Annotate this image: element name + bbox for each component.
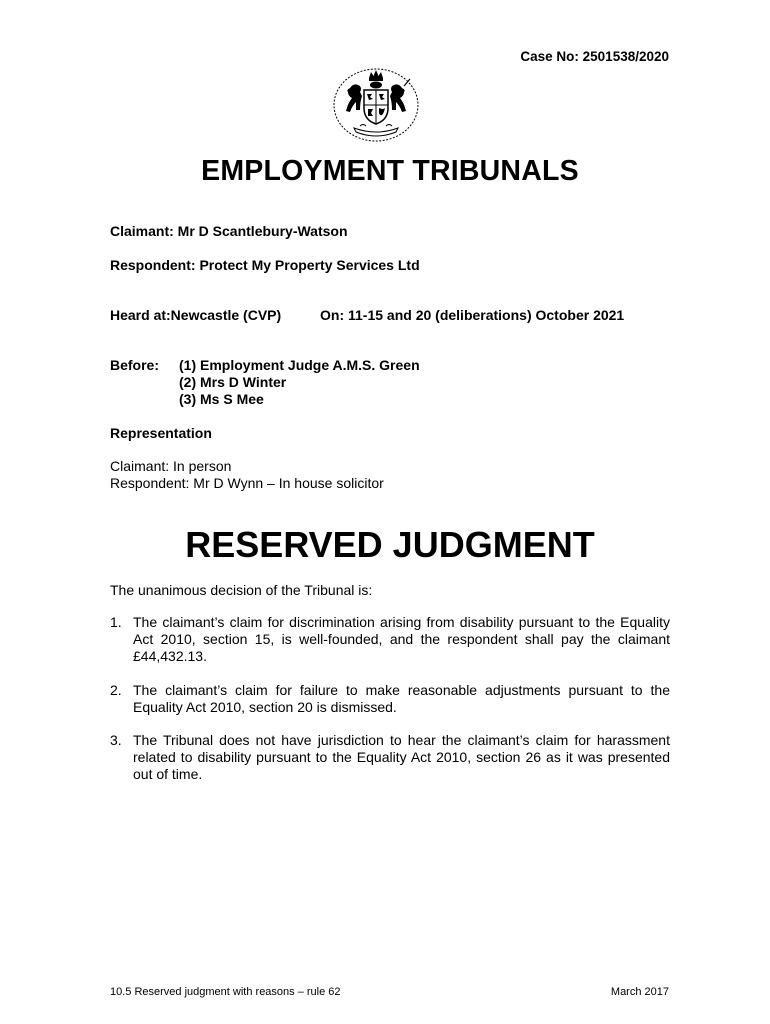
footer-form-reference: 10.5 Reserved judgment with reasons – rule 62 xyxy=(110,986,341,998)
claimant-representation: Claimant: In person xyxy=(110,458,232,474)
decision-item xyxy=(110,614,670,665)
respondent-representation: Respondent: Mr D Wynn – In house solicitor xyxy=(110,475,384,491)
panel-member: (1) Employment Judge A.M.S. Green xyxy=(179,357,420,373)
decision-number: 2. xyxy=(110,682,122,698)
case-number: Case No: 2501538/2020 xyxy=(520,49,669,64)
claimant-name: Claimant: Mr D Scantlebury-Watson xyxy=(110,223,348,239)
decision-text: The claimant’s claim for discrimination arising from disability pursuant to the Equality Act 2010, section 15, is well-founded, and the respondent shall pay the claimant £44,432.13. xyxy=(133,614,670,664)
decision-number: 1. xyxy=(110,614,122,630)
decision-intro: The unanimous decision of the Tribunal is: xyxy=(110,582,373,598)
decision-text: The Tribunal does not have jurisdiction to hear the claimant’s claim for harassment related to disability pursuant to the Equality Act 2010, section 26 as it was presented out of time. xyxy=(133,732,670,782)
decision-item xyxy=(110,682,670,716)
footer-date: March 2017 xyxy=(610,986,669,998)
representation-heading: Representation xyxy=(110,425,212,441)
tribunal-title: EMPLOYMENT TRIBUNALS xyxy=(201,155,579,187)
decision-number: 3. xyxy=(110,732,122,748)
before-label: Before: xyxy=(110,357,160,373)
judgment-title: RESERVED JUDGMENT xyxy=(185,524,595,565)
panel-member: (2) Mrs D Winter xyxy=(179,374,287,390)
hearing-dates: On: 11-15 and 20 (deliberations) October 2021 xyxy=(320,307,625,323)
respondent-name: Respondent: Protect My Property Services Ltd xyxy=(110,257,420,273)
decision-text: The claimant’s claim for failure to make reasonable adjustments pursuant to the Equality Act 2010, section 20 is dismissed. xyxy=(133,682,670,715)
heard-at: Heard at:Newcastle (CVP) xyxy=(110,307,282,323)
panel-member: (3) Ms S Mee xyxy=(179,391,264,407)
royal-coat-of-arms-icon xyxy=(330,64,422,144)
decision-item xyxy=(110,732,670,783)
